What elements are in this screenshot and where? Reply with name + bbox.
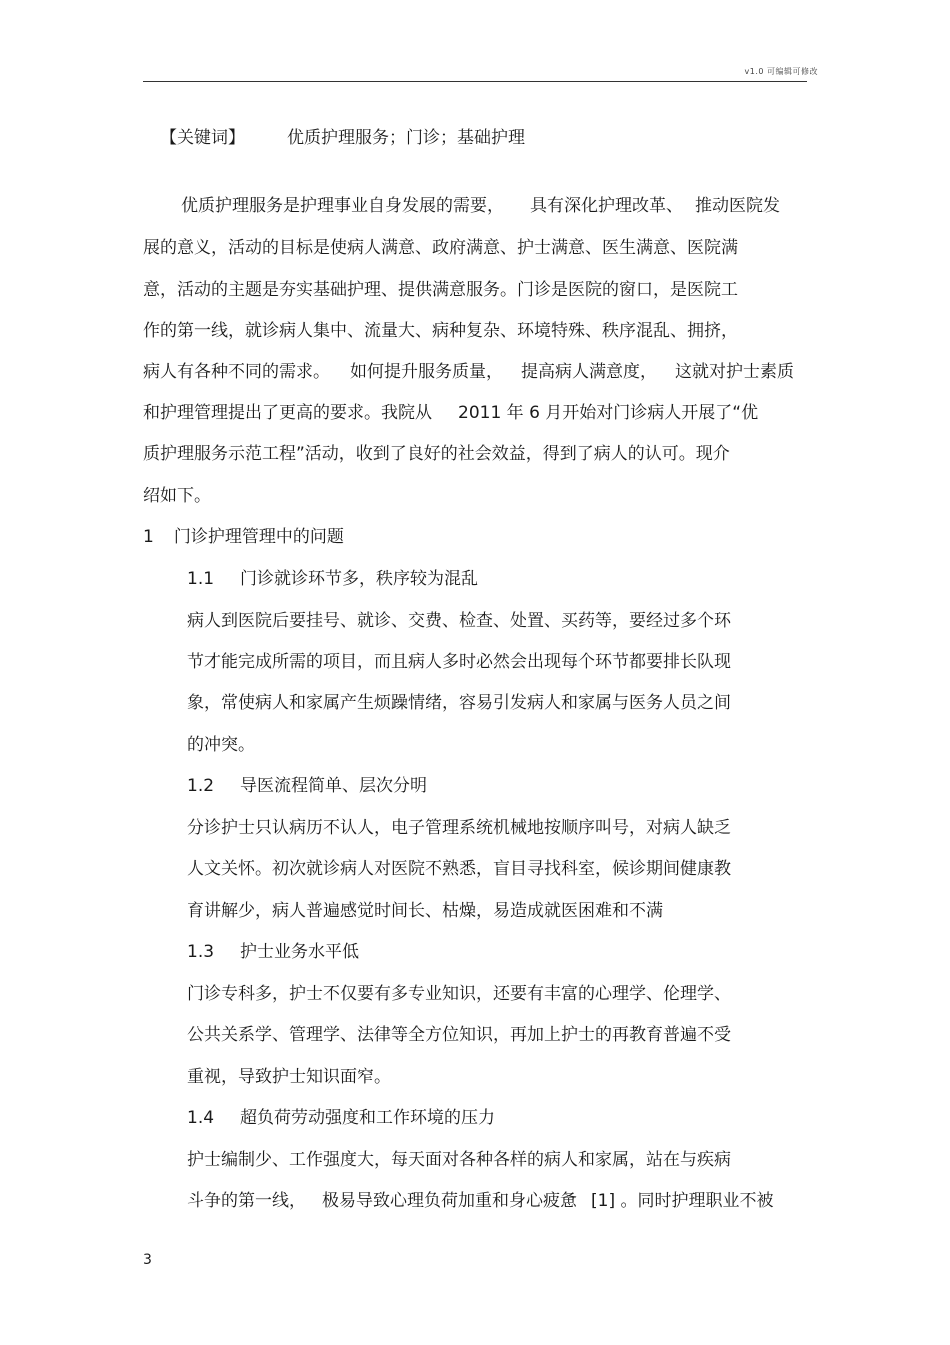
citation: [1] 。同时护理职业不被 bbox=[591, 1191, 774, 1211]
section-title: 门诊护理管理中的问题 bbox=[173, 527, 344, 547]
intro-text: 作的第一线，就诊病人集中、流量大、病种复杂、环境特殊、秩序混乱、拥挤， bbox=[143, 321, 738, 341]
subsection-number: 1.4 bbox=[187, 1108, 215, 1128]
body-text: 象，常使病人和家属产生烦躁情绪，容易引发病人和家属与医务人员之间 bbox=[187, 693, 731, 713]
subsection-heading bbox=[187, 1108, 495, 1128]
header-rule bbox=[143, 81, 807, 82]
intro-line bbox=[143, 238, 738, 258]
body-line bbox=[187, 859, 731, 879]
subsection-title: 护士业务水平低 bbox=[240, 942, 360, 962]
intro-text: 这就对护士素质 bbox=[675, 362, 794, 382]
subsection-number: 1.1 bbox=[187, 569, 215, 589]
intro-line bbox=[143, 321, 738, 341]
page-number: 3 bbox=[143, 1252, 152, 1268]
body-text: 分诊护士只认病历不认人，电子管理系统机械地按顺序叫号，对病人缺乏 bbox=[187, 818, 731, 838]
intro-line bbox=[143, 486, 211, 506]
body-text: 公共关系学、管理学、法律等全方位知识，再加上护士的再教育普遍不受 bbox=[187, 1025, 731, 1045]
body-text: 节才能完成所需的项目，而且病人多时必然会出现每个环节都要排长队现 bbox=[187, 652, 731, 672]
body-line bbox=[187, 735, 255, 755]
intro-text: 和护理管理提出了更高的要求。我院从 bbox=[143, 403, 432, 423]
section-number: 1 bbox=[143, 527, 154, 547]
intro-text: 质护理服务示范工程”活动，收到了良好的社会效益，得到了病人的认可。现介 bbox=[143, 444, 730, 464]
body-text: 极易导致心理负荷加重和身心疲惫 bbox=[322, 1191, 577, 1211]
keywords-text: 优质护理服务；门诊；基础护理 bbox=[287, 128, 525, 148]
body-line bbox=[187, 901, 663, 921]
intro-text: 展的意义，活动的目标是使病人满意、政府满意、护士满意、医生满意、医院满 bbox=[143, 238, 738, 258]
intro-text: 如何提升服务质量， bbox=[350, 362, 503, 382]
body-line bbox=[187, 611, 731, 631]
body-text: 育讲解少，病人普遍感觉时间长、枯燥，易造成就医困难和不满 bbox=[187, 901, 663, 921]
subsection-title: 门诊就诊环节多，秩序较为混乱 bbox=[240, 569, 479, 589]
body-line bbox=[187, 1025, 731, 1045]
body-text: 人文关怀。初次就诊病人对医院不熟悉，盲目寻找科室，候诊期间健康教 bbox=[187, 859, 731, 879]
intro-text: 绍如下。 bbox=[143, 486, 211, 506]
intro-text: 2011 年 6 月开始对门诊病人开展了“优 bbox=[458, 403, 759, 423]
subsection-title: 导医流程简单、层次分明 bbox=[240, 776, 428, 796]
body-line bbox=[187, 1191, 773, 1211]
body-line bbox=[187, 652, 731, 672]
intro-text: 意，活动的主题是夯实基础护理、提供满意服务。门诊是医院的窗口，是医院工 bbox=[143, 280, 738, 300]
body-text: 护士编制少、工作强度大，每天面对各种各样的病人和家属，站在与疾病 bbox=[187, 1150, 731, 1170]
intro-text: 具有深化护理改革、 bbox=[530, 196, 683, 216]
intro-text: 病人有各种不同的需求。 bbox=[143, 362, 330, 382]
body-line bbox=[187, 984, 731, 1004]
subsection-title: 超负荷劳动强度和工作环境的压力 bbox=[240, 1108, 496, 1128]
keywords-line bbox=[160, 128, 525, 148]
section-heading bbox=[143, 527, 344, 547]
body-line bbox=[187, 818, 731, 838]
body-line bbox=[187, 693, 731, 713]
keywords-label: 【关键词】 bbox=[160, 128, 245, 148]
body-text: 的冲突。 bbox=[187, 735, 255, 755]
body-line bbox=[187, 1150, 731, 1170]
subsection-heading bbox=[187, 942, 359, 962]
subsection-heading bbox=[187, 776, 427, 796]
subsection-heading bbox=[187, 569, 478, 589]
body-text: 斗争的第一线， bbox=[187, 1191, 306, 1211]
body-line bbox=[187, 1067, 391, 1087]
subsection-number: 1.3 bbox=[187, 942, 215, 962]
body-text: 门诊专科多，护士不仅要有多专业知识，还要有丰富的心理学、伦理学、 bbox=[187, 984, 731, 1004]
header-note: v1.0 可编辑可修改 bbox=[744, 67, 818, 76]
subsection-number: 1.2 bbox=[187, 776, 215, 796]
body-text: 病人到医院后要挂号、就诊、交费、检查、处置、买药等，要经过多个环 bbox=[187, 611, 731, 631]
intro-text: 优质护理服务是护理事业自身发展的需要， bbox=[181, 196, 504, 216]
intro-line bbox=[181, 196, 780, 216]
intro-text: 提高病人满意度， bbox=[521, 362, 657, 382]
intro-line bbox=[143, 362, 794, 382]
intro-line bbox=[143, 280, 738, 300]
intro-line bbox=[143, 403, 758, 423]
intro-text: 推动医院发 bbox=[695, 196, 780, 216]
body-text: 重视，导致护士知识面窄。 bbox=[187, 1067, 391, 1087]
intro-line bbox=[143, 444, 730, 464]
